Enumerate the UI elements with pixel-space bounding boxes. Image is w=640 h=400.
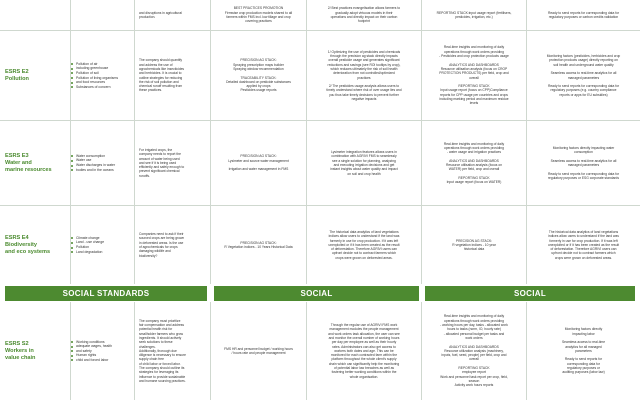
row-reporting bbox=[527, 121, 640, 205]
topic-list bbox=[71, 62, 118, 90]
topic-item: including greenhouse bbox=[71, 66, 118, 71]
topic-list bbox=[71, 154, 115, 172]
topic-item: and food resources bbox=[71, 80, 118, 85]
row-reporting bbox=[527, 31, 640, 120]
reporting-text: Monitoring factors directly impacting water consumption Seamless access to real-time analytics for all managed parameters Ready to send reports for corresponding data for regulatory purposes or ESG corporate standards bbox=[547, 145, 620, 180]
analytics-text: REPORTING STACK:input usage report (fertilisers, pesticides, irrigation, etc.) bbox=[436, 10, 512, 19]
topic-item: bodies and in the oceans bbox=[71, 168, 115, 173]
stack-text: FMS HR and personnel budget / working hours / hours rate and people management bbox=[224, 346, 293, 355]
topic-item: Pollution of living organisms bbox=[71, 76, 118, 81]
reporting-text: Monitoring factors directly impacting labor Seamless access to real-time analytics for all managed parameters Ready to send reports for corresponding data for regulatory purposes or auditing purposes (labor law) bbox=[561, 327, 606, 375]
row-label bbox=[5, 302, 71, 400]
row-topics bbox=[71, 121, 135, 205]
topic-item: Working conditions bbox=[71, 340, 112, 345]
social-band: SOCIAL bbox=[214, 286, 419, 301]
standard-label: ESRS E2 Pollution bbox=[5, 68, 29, 82]
row-resolution bbox=[307, 206, 422, 284]
row-top-partial bbox=[0, 0, 640, 30]
topic-item: Substances of concern bbox=[71, 85, 118, 90]
analytics-text: Real-time insights and monitoring of daily operations through work orders providing - water usage and irrigation practices ANALYTICS AND DASHBOARDS Resource utilisation analysis (focus on WATER) per field, crop and overall REPORTING STACK Input usage report (focus on WATER) bbox=[443, 141, 505, 185]
reporting-text: Monitoring factors (pesticides, herbicides and crop protection products usage) directly reporting on soil health and underground water quality Seamless access to real-time analytics for all managed parameters Ready to send reports for corresponding data for regulatory purposes (e.g. country compliance reports or apps for EU subsidies) bbox=[546, 54, 621, 97]
row-topics bbox=[71, 302, 135, 400]
topic-item: Land - use change bbox=[71, 240, 104, 245]
topic-item: Climate change bbox=[71, 236, 104, 241]
row-description bbox=[135, 302, 211, 400]
resolution-text: Through the regular use of AGRIVI FMS work management modules the people management and work orders task allocation, the user can see and monitor the overall number of working hours per day per employee as well as their hourly rates. Administrators can also get access to workers both dates and age. This can be monitored for each contracted farm within the platform throughout the whole client's supply chain which can significantly help the monitoring of potential labor law breaches as well as fostering better working conditions within the whole organisation. bbox=[328, 323, 400, 379]
social-band-row bbox=[0, 286, 640, 301]
analytics-text: Real-time insights and monitoring of daily operations through work orders providing - Pesticides and crop protection products usage ANALYTICS AND DASHBOARDS Resource utilisation analysis (focus on CROP PROTECTION PRODUCTS) per field, crop and overall REPORTING STACK Input usage report (focus on CPP)Compliance reports for CPP usage per countries and crops including marking period and maximum residue levels bbox=[439, 45, 509, 106]
row-stack bbox=[211, 0, 307, 30]
topic-item: and safety bbox=[71, 349, 112, 354]
row-resolution bbox=[307, 121, 422, 205]
stack-text: PRECISION AG STACK: Lysimeter and source water management Irrigation and water management in FMS bbox=[228, 154, 289, 172]
row-resolution bbox=[307, 0, 422, 30]
row-stack bbox=[211, 121, 307, 205]
row-label bbox=[5, 31, 71, 120]
row-topics bbox=[71, 31, 135, 120]
row-description bbox=[135, 0, 211, 30]
row-label bbox=[5, 0, 71, 30]
row-label bbox=[5, 121, 71, 205]
social-standards-band: SOCIAL STANDARDS bbox=[5, 286, 207, 301]
row-resolution bbox=[307, 31, 422, 120]
topic-item: Water use bbox=[71, 158, 115, 163]
row-esrs-e3 bbox=[0, 121, 640, 205]
row-description bbox=[135, 121, 211, 205]
row-reporting bbox=[527, 206, 640, 284]
reporting-text: Ready to send reports for corresponding data for regulatory purposes or carbon credits validation bbox=[547, 10, 620, 19]
standard-label: ESRS S2 Workers in value chain bbox=[5, 340, 36, 361]
row-esrs-s2 bbox=[0, 302, 640, 400]
description-text: For irrigated crops, the company needs to report the amount of water being used and see if it is being used efficiently and safely enough to prevent significant chemical runoffs. bbox=[139, 147, 185, 178]
row-stack bbox=[211, 206, 307, 284]
topic-item: Pollution bbox=[71, 245, 104, 250]
row-topics bbox=[71, 206, 135, 284]
row-stack bbox=[211, 302, 307, 400]
topic-list bbox=[71, 340, 112, 363]
row-reporting bbox=[527, 302, 640, 400]
resolution-text: 2/ Best practices evangelisation allows farmers to gradually adopt virtuous models in their operations and directly impact on their carbon footprint bbox=[327, 6, 401, 24]
stack-text: BEST PRACTICES PROMOTION Firmwise crop production models shared to all farmers within FMS incl. low tillage and crop covering practices bbox=[224, 6, 293, 24]
resolution-text: 1/ Optimizing the use of pesticides and chemicals through the precision ag stack directly impacts overall pesticide usage and generates significant reductions and savings (see ROI tooltips by crop), which reduces ultimately the risk of soil health deterioration from not controlled/optimized practices 2/ The pesticides usage analysis allows users to timely understand where risk of over usage lies and you thus take timely decisions to prevent further negative impacts bbox=[326, 49, 402, 101]
stack-text: PRECISION AG STACK: R Vegetation indices - 10 Years Historical Data bbox=[224, 240, 293, 249]
description-text: Companies need to ask if their sourced crops are being grown in deforested areas. Is the use of agrochemicals for crops damaging wildlife and biodiversity? bbox=[139, 232, 185, 258]
topic-list bbox=[71, 236, 104, 254]
topic-item: Water discharges in water bbox=[71, 163, 115, 168]
description-text: and disruptions in agricultural production. bbox=[139, 10, 182, 19]
row-analytics bbox=[422, 206, 527, 284]
row-esrs-e4 bbox=[0, 206, 640, 284]
resolution-text: The historical data analytics of land vegetations indices allow users to understand if the land was formerly in use for crop production. If it was left unexploited or if it has been created as the result of deforestation. Therefore AGRIVI users can upfront decide not to contract farmers which crops were grown on deforested areas. bbox=[328, 229, 400, 260]
row-analytics bbox=[422, 31, 527, 120]
row-stack bbox=[211, 31, 307, 120]
row-description bbox=[135, 31, 211, 120]
row-analytics bbox=[422, 121, 527, 205]
topic-item: Pollution of air bbox=[71, 62, 118, 67]
row-topics bbox=[71, 0, 135, 30]
reporting-text: The historical data analytics of land vegetations indices allow users to understand if the land was formerly in use for crop production. If it was left unexploited or if it has been created as the result of deforestation. Therefore AGRIVI users can upfront decide not to contract farmers which crops were grown on deforested areas. bbox=[547, 229, 620, 260]
row-description bbox=[135, 206, 211, 284]
description-text: The company must prioritize fair compensation and address potential health risk for smallholder farmers who grow ingredients. It should actively seek solutions to these challenges. Additionally, thorough due diligence is necessary to ensure supply chain free of child labor or forced labor. The company should outline its strategies for leveraging its influence to provide sustainable and humane sourcing practices. bbox=[139, 318, 186, 383]
row-reporting bbox=[527, 0, 640, 30]
standard-label: ESRS E4 Biodiversity and eco systems bbox=[5, 234, 51, 255]
standard-label: ESRS E3 Water and marine resources bbox=[5, 152, 52, 173]
row-analytics bbox=[422, 302, 527, 400]
row-analytics bbox=[422, 0, 527, 30]
topic-item: Pollution of soil bbox=[71, 71, 118, 76]
social-band: SOCIAL bbox=[425, 286, 635, 301]
analytics-text: Real-time insights and monitoring of daily operations through work orders providing - working hours per day, tasks - allocated work hours to tasks (norm, IO, hourly rate) - allocated personal budget per tasks and work orders ANALYTICS AND DASHBOARDS Resource utilization analysis (machinery, inputs, fuel, seed, people) per field, crop and overall REPORTING STACK employee report Work and personnel task report per crop, field, season Activity work hours reports bbox=[440, 314, 508, 388]
row-label bbox=[5, 206, 71, 284]
resolution-text: Lysimeter integration features allows users in combination with AGRIVI FMS to seamlessly see a single solution for planning, analyzing and executing irrigation decisions and get instant insights about water quality and impact on soil and crop health bbox=[330, 150, 398, 176]
row-esrs-e2 bbox=[0, 31, 640, 120]
topic-item: adequate wages, health bbox=[71, 344, 112, 349]
topic-item: Water consumption bbox=[71, 154, 115, 159]
analytics-text: PRECISION AG STACK: R vegetation indices - 10 year historical data bbox=[452, 238, 496, 252]
description-text: The company should quantify and address the use of agrochemicals like insecticides and herbicides. It is crucial to outline strategies for reducing the risk of soil pollution and chemical runoff resulting from these practices. bbox=[139, 58, 185, 93]
topic-item: Human rights bbox=[71, 353, 112, 358]
row-resolution bbox=[307, 302, 422, 400]
topic-item: Land degradation bbox=[71, 250, 104, 255]
topic-item: child and forced labor bbox=[71, 358, 112, 363]
stack-text: PRECISION AG STACK: Spraying prescription maps builder Spraying window recommendation TRACEABILITY STACK: Detailed dashboard on pesticide substances applied by crops Pesticides usage reports bbox=[226, 58, 291, 93]
